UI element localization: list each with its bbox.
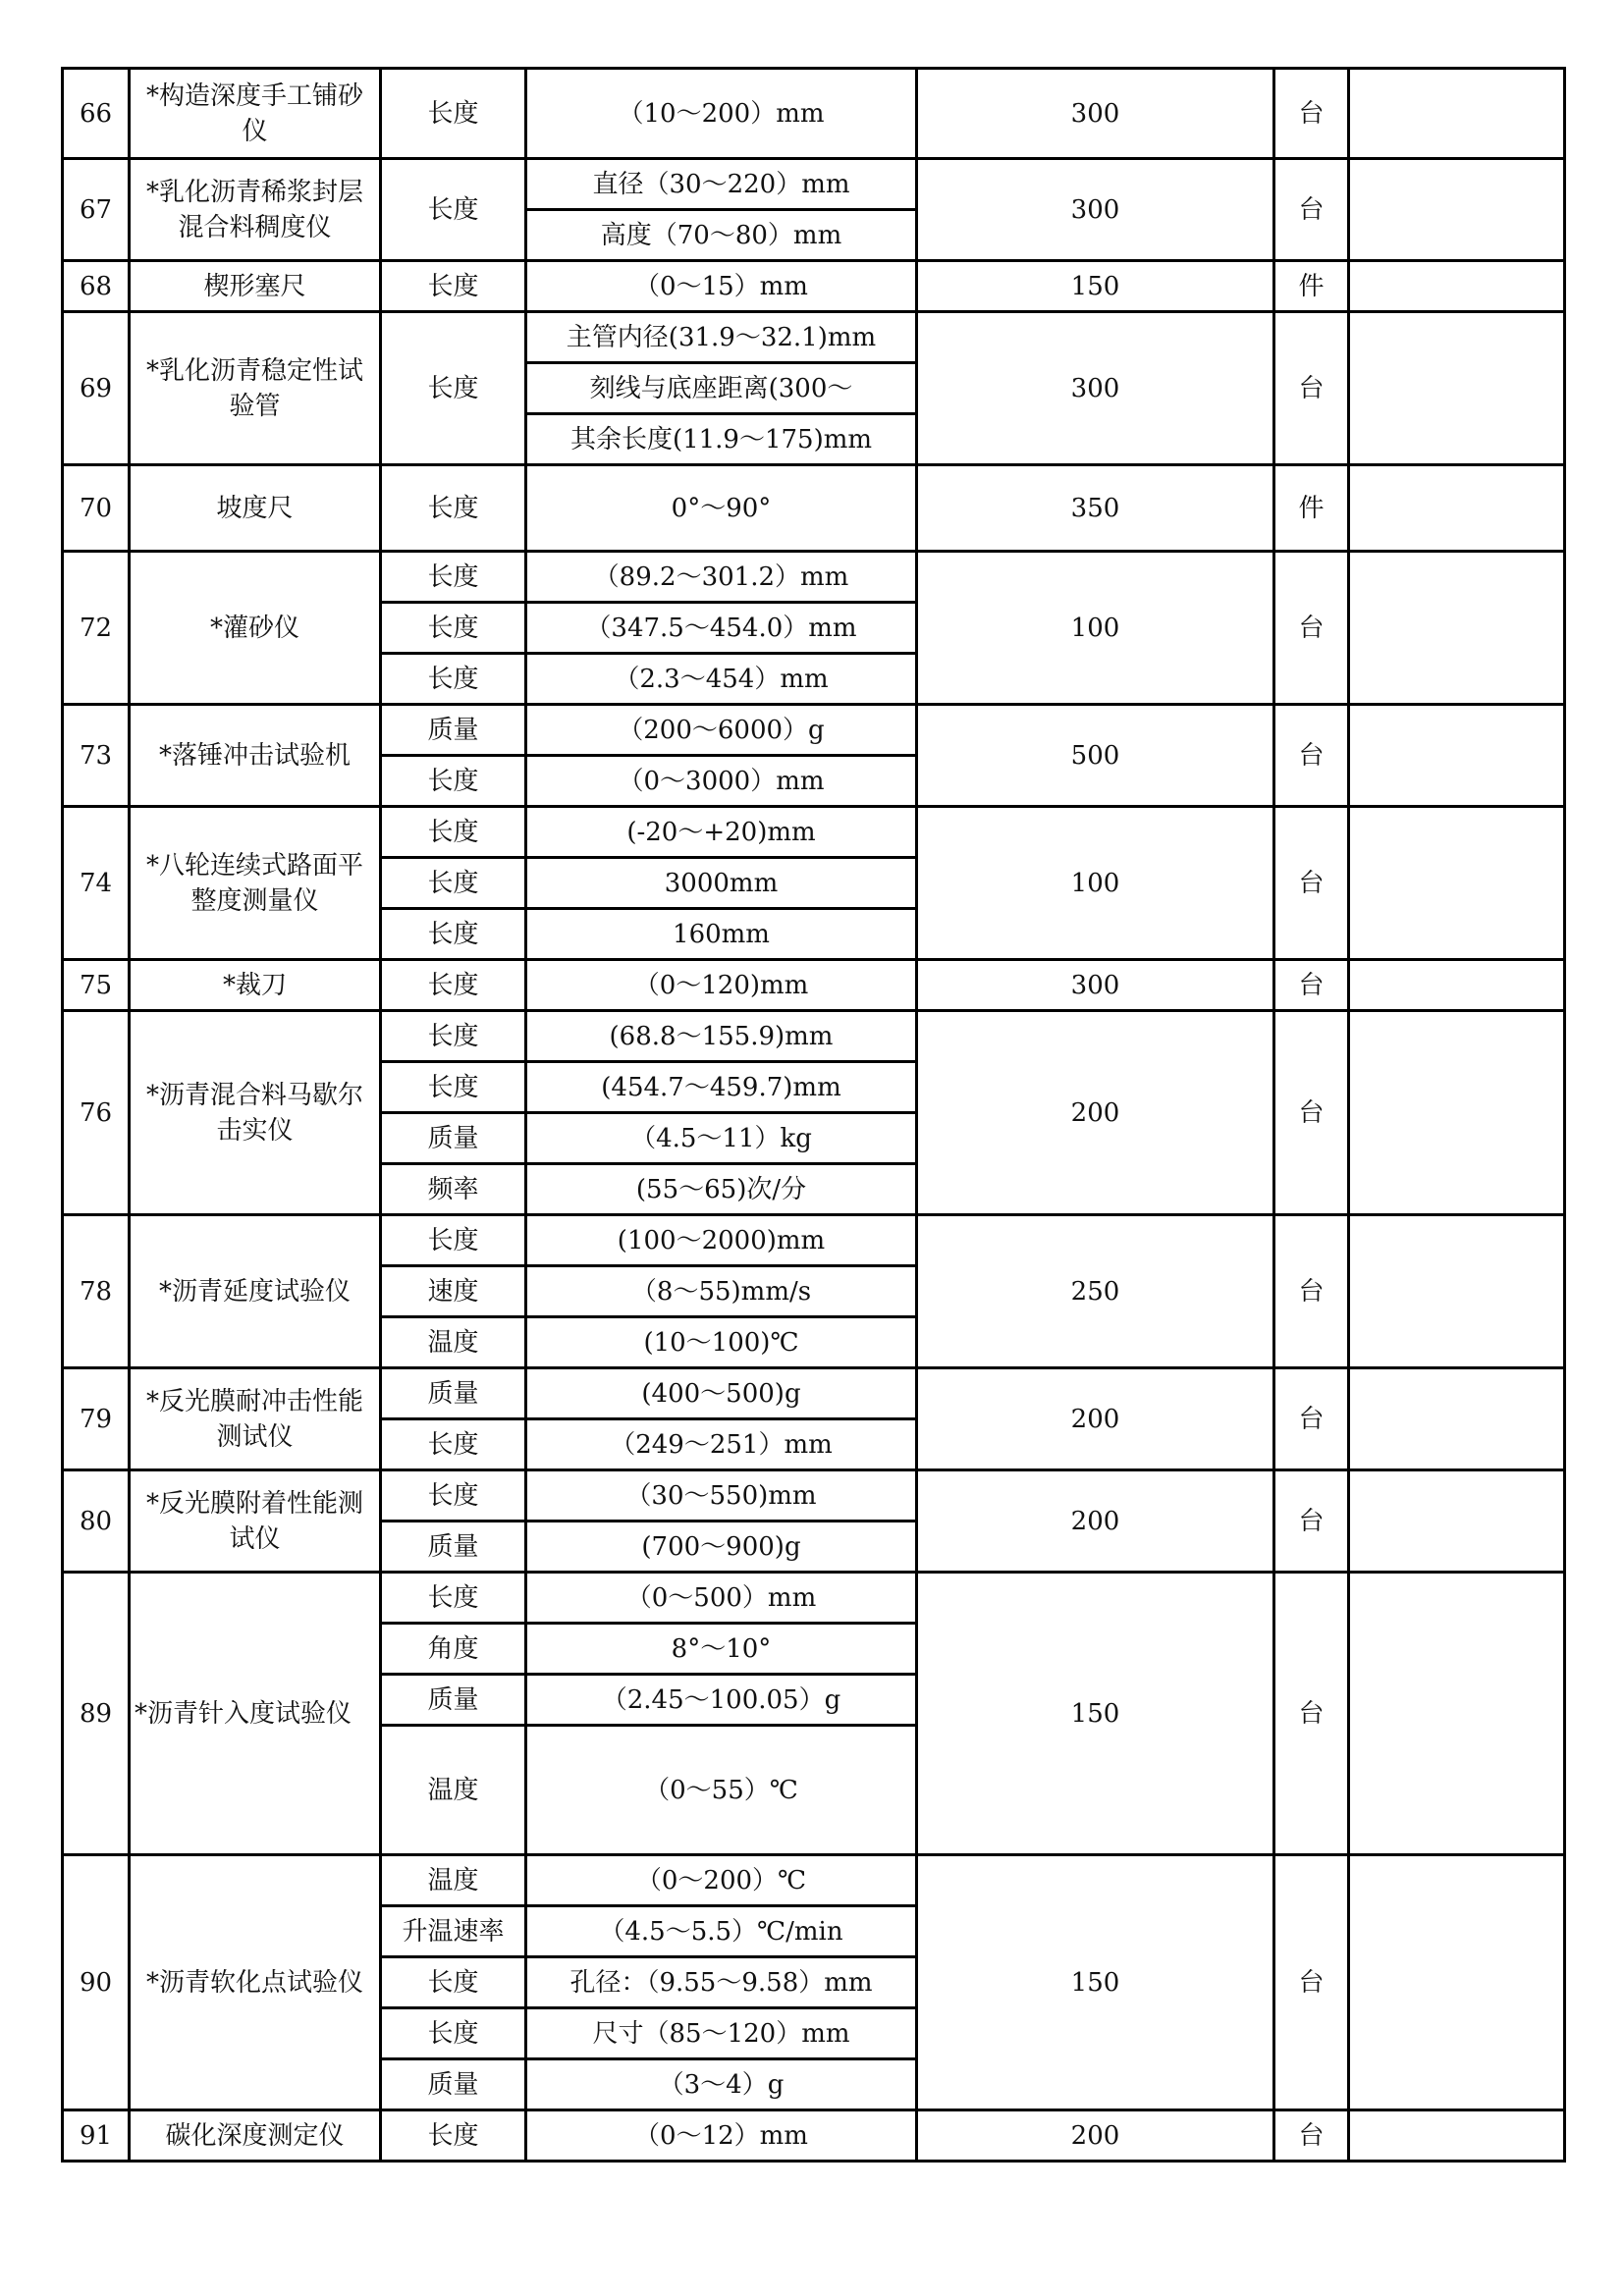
table-row bbox=[63, 960, 1565, 1011]
measurement-range: （0～120)mm bbox=[526, 960, 917, 1011]
measurement-range: 160mm bbox=[526, 909, 917, 960]
quantity-name: 质量 bbox=[381, 1675, 526, 1726]
quantity-name: 长度 bbox=[381, 1470, 526, 1522]
unit: 台 bbox=[1274, 69, 1349, 159]
unit: 台 bbox=[1274, 159, 1349, 261]
quantity-name: 角度 bbox=[381, 1624, 526, 1675]
measurement-range: （89.2～301.2）mm bbox=[526, 552, 917, 603]
quantity-name: 长度 bbox=[381, 1215, 526, 1266]
fee-amount: 200 bbox=[917, 1368, 1274, 1470]
table-row bbox=[63, 465, 1565, 552]
instrument-name: 坡度尺 bbox=[130, 465, 381, 552]
table-row bbox=[63, 1470, 1565, 1522]
remark bbox=[1349, 960, 1565, 1011]
row-number: 74 bbox=[63, 807, 130, 960]
table-row bbox=[63, 705, 1565, 756]
instrument-name: *反光膜附着性能测试仪 bbox=[130, 1470, 381, 1573]
fee-amount: 300 bbox=[917, 159, 1274, 261]
unit: 台 bbox=[1274, 1368, 1349, 1470]
measurement-range: (700～900)g bbox=[526, 1522, 917, 1573]
fee-amount: 200 bbox=[917, 1011, 1274, 1215]
unit: 台 bbox=[1274, 705, 1349, 807]
unit: 台 bbox=[1274, 1215, 1349, 1368]
measurement-range: （0～12）mm bbox=[526, 2110, 917, 2162]
instrument-name: *沥青软化点试验仪 bbox=[130, 1855, 381, 2110]
quantity-name: 质量 bbox=[381, 1368, 526, 1419]
table-row bbox=[63, 1215, 1565, 1266]
quantity-name: 温度 bbox=[381, 1726, 526, 1855]
table-row bbox=[63, 312, 1565, 363]
measurement-range: （0～500）mm bbox=[526, 1573, 917, 1624]
row-number: 68 bbox=[63, 261, 130, 312]
table-row bbox=[63, 552, 1565, 603]
fee-amount: 150 bbox=[917, 1855, 1274, 2110]
measurement-range: （30～550)mm bbox=[526, 1470, 917, 1522]
instrument-fee-table bbox=[61, 67, 1566, 2163]
measurement-range: （8～55)mm/s bbox=[526, 1266, 917, 1317]
quantity-name: 质量 bbox=[381, 705, 526, 756]
fee-amount: 300 bbox=[917, 312, 1274, 465]
quantity-name: 长度 bbox=[381, 69, 526, 159]
quantity-name: 温度 bbox=[381, 1855, 526, 1906]
measurement-range: （200～6000）g bbox=[526, 705, 917, 756]
unit: 台 bbox=[1274, 1855, 1349, 2110]
table-row bbox=[63, 1573, 1565, 1624]
measurement-range: (100～2000)mm bbox=[526, 1215, 917, 1266]
unit: 台 bbox=[1274, 552, 1349, 705]
quantity-name: 质量 bbox=[381, 1113, 526, 1164]
table-row bbox=[63, 2110, 1565, 2162]
quantity-name: 长度 bbox=[381, 1957, 526, 2008]
fee-amount: 200 bbox=[917, 2110, 1274, 2162]
quantity-name: 温度 bbox=[381, 1317, 526, 1368]
row-number: 69 bbox=[63, 312, 130, 465]
remark bbox=[1349, 261, 1565, 312]
instrument-name: *构造深度手工铺砂仪 bbox=[130, 69, 381, 159]
table-row bbox=[63, 69, 1565, 159]
measurement-range: 主管内径(31.9～32.1)mm bbox=[526, 312, 917, 363]
row-number: 90 bbox=[63, 1855, 130, 2110]
measurement-range: 3000mm bbox=[526, 858, 917, 909]
row-number: 89 bbox=[63, 1573, 130, 1855]
row-number: 70 bbox=[63, 465, 130, 552]
quantity-name: 长度 bbox=[381, 858, 526, 909]
unit: 台 bbox=[1274, 807, 1349, 960]
measurement-range: （249～251）mm bbox=[526, 1419, 917, 1470]
measurement-range: 其余长度(11.9～175)mm bbox=[526, 414, 917, 465]
table-row bbox=[63, 1855, 1565, 1906]
fee-amount: 100 bbox=[917, 807, 1274, 960]
quantity-name: 长度 bbox=[381, 261, 526, 312]
remark bbox=[1349, 2110, 1565, 2162]
instrument-name: *沥青延度试验仪 bbox=[130, 1215, 381, 1368]
quantity-name: 长度 bbox=[381, 2110, 526, 2162]
table-row bbox=[63, 807, 1565, 858]
instrument-name: *乳化沥青稀浆封层混合料稠度仪 bbox=[130, 159, 381, 261]
fee-amount: 250 bbox=[917, 1215, 1274, 1368]
quantity-name: 长度 bbox=[381, 756, 526, 807]
row-number: 79 bbox=[63, 1368, 130, 1470]
quantity-name: 长度 bbox=[381, 552, 526, 603]
measurement-range: （3～4）g bbox=[526, 2059, 917, 2110]
quantity-name: 频率 bbox=[381, 1164, 526, 1215]
unit: 台 bbox=[1274, 960, 1349, 1011]
measurement-range: 8°～10° bbox=[526, 1624, 917, 1675]
measurement-range: （0～3000）mm bbox=[526, 756, 917, 807]
unit: 台 bbox=[1274, 312, 1349, 465]
fee-amount: 200 bbox=[917, 1470, 1274, 1573]
measurement-range: 高度（70～80）mm bbox=[526, 210, 917, 261]
measurement-range: (454.7～459.7)mm bbox=[526, 1062, 917, 1113]
remark bbox=[1349, 1215, 1565, 1368]
table-row bbox=[63, 1011, 1565, 1062]
instrument-name: 碳化深度测定仪 bbox=[130, 2110, 381, 2162]
row-number: 75 bbox=[63, 960, 130, 1011]
unit: 件 bbox=[1274, 261, 1349, 312]
quantity-name: 长度 bbox=[381, 1062, 526, 1113]
quantity-name: 长度 bbox=[381, 654, 526, 705]
quantity-name: 长度 bbox=[381, 2008, 526, 2059]
instrument-name: *裁刀 bbox=[130, 960, 381, 1011]
unit: 件 bbox=[1274, 465, 1349, 552]
measurement-range: 孔径：（9.55～9.58）mm bbox=[526, 1957, 917, 2008]
measurement-range: (-20～+20)mm bbox=[526, 807, 917, 858]
row-number: 76 bbox=[63, 1011, 130, 1215]
quantity-name: 质量 bbox=[381, 2059, 526, 2110]
remark bbox=[1349, 1855, 1565, 2110]
row-number: 80 bbox=[63, 1470, 130, 1573]
instrument-name: *反光膜耐冲击性能测试仪 bbox=[130, 1368, 381, 1470]
measurement-range: （0～200）℃ bbox=[526, 1855, 917, 1906]
fee-amount: 500 bbox=[917, 705, 1274, 807]
table-row bbox=[63, 159, 1565, 210]
row-number: 72 bbox=[63, 552, 130, 705]
fee-amount: 300 bbox=[917, 69, 1274, 159]
remark bbox=[1349, 69, 1565, 159]
measurement-range: （10～200）mm bbox=[526, 69, 917, 159]
instrument-name: 楔形塞尺 bbox=[130, 261, 381, 312]
quantity-name: 长度 bbox=[381, 909, 526, 960]
quantity-name: 长度 bbox=[381, 312, 526, 465]
measurement-range: （0～55）℃ bbox=[526, 1726, 917, 1855]
quantity-name: 质量 bbox=[381, 1522, 526, 1573]
measurement-range: 刻线与底座距离(300～ bbox=[526, 363, 917, 414]
instrument-name: *乳化沥青稳定性试验管 bbox=[130, 312, 381, 465]
remark bbox=[1349, 552, 1565, 705]
measurement-range: 直径（30～220）mm bbox=[526, 159, 917, 210]
fee-amount: 150 bbox=[917, 261, 1274, 312]
quantity-name: 长度 bbox=[381, 807, 526, 858]
measurement-range: （0～15）mm bbox=[526, 261, 917, 312]
measurement-range: （4.5～5.5）℃/min bbox=[526, 1906, 917, 1957]
remark bbox=[1349, 1368, 1565, 1470]
quantity-name: 速度 bbox=[381, 1266, 526, 1317]
remark bbox=[1349, 705, 1565, 807]
quantity-name: 长度 bbox=[381, 1011, 526, 1062]
unit: 台 bbox=[1274, 1011, 1349, 1215]
instrument-name: *沥青混合料马歇尔击实仪 bbox=[130, 1011, 381, 1215]
row-number: 91 bbox=[63, 2110, 130, 2162]
measurement-range: 0°～90° bbox=[526, 465, 917, 552]
quantity-name: 长度 bbox=[381, 960, 526, 1011]
instrument-name: *落锤冲击试验机 bbox=[130, 705, 381, 807]
quantity-name: 长度 bbox=[381, 603, 526, 654]
fee-amount: 150 bbox=[917, 1573, 1274, 1855]
table-row bbox=[63, 261, 1565, 312]
fee-amount: 100 bbox=[917, 552, 1274, 705]
unit: 台 bbox=[1274, 1573, 1349, 1855]
quantity-name: 升温速率 bbox=[381, 1906, 526, 1957]
row-number: 78 bbox=[63, 1215, 130, 1368]
remark bbox=[1349, 1573, 1565, 1855]
row-number: 66 bbox=[63, 69, 130, 159]
row-number: 67 bbox=[63, 159, 130, 261]
unit: 台 bbox=[1274, 1470, 1349, 1573]
measurement-range: (55～65)次/分 bbox=[526, 1164, 917, 1215]
measurement-range: (400～500)g bbox=[526, 1368, 917, 1419]
remark bbox=[1349, 465, 1565, 552]
quantity-name: 长度 bbox=[381, 1419, 526, 1470]
row-number: 73 bbox=[63, 705, 130, 807]
measurement-range: (68.8～155.9)mm bbox=[526, 1011, 917, 1062]
instrument-name: *八轮连续式路面平整度测量仪 bbox=[130, 807, 381, 960]
quantity-name: 长度 bbox=[381, 465, 526, 552]
measurement-range: （2.45～100.05）g bbox=[526, 1675, 917, 1726]
measurement-range: 尺寸（85～120）mm bbox=[526, 2008, 917, 2059]
measurement-range: （4.5～11）kg bbox=[526, 1113, 917, 1164]
remark bbox=[1349, 807, 1565, 960]
instrument-name: *沥青针入度试验仪 bbox=[130, 1573, 381, 1855]
remark bbox=[1349, 1011, 1565, 1215]
quantity-name: 长度 bbox=[381, 159, 526, 261]
measurement-range: （347.5～454.0）mm bbox=[526, 603, 917, 654]
remark bbox=[1349, 312, 1565, 465]
fee-amount: 350 bbox=[917, 465, 1274, 552]
unit: 台 bbox=[1274, 2110, 1349, 2162]
remark bbox=[1349, 1470, 1565, 1573]
instrument-name: *灌砂仪 bbox=[130, 552, 381, 705]
measurement-range: (10～100)℃ bbox=[526, 1317, 917, 1368]
measurement-range: （2.3～454）mm bbox=[526, 654, 917, 705]
quantity-name: 长度 bbox=[381, 1573, 526, 1624]
table-row bbox=[63, 1368, 1565, 1419]
remark bbox=[1349, 159, 1565, 261]
fee-amount: 300 bbox=[917, 960, 1274, 1011]
